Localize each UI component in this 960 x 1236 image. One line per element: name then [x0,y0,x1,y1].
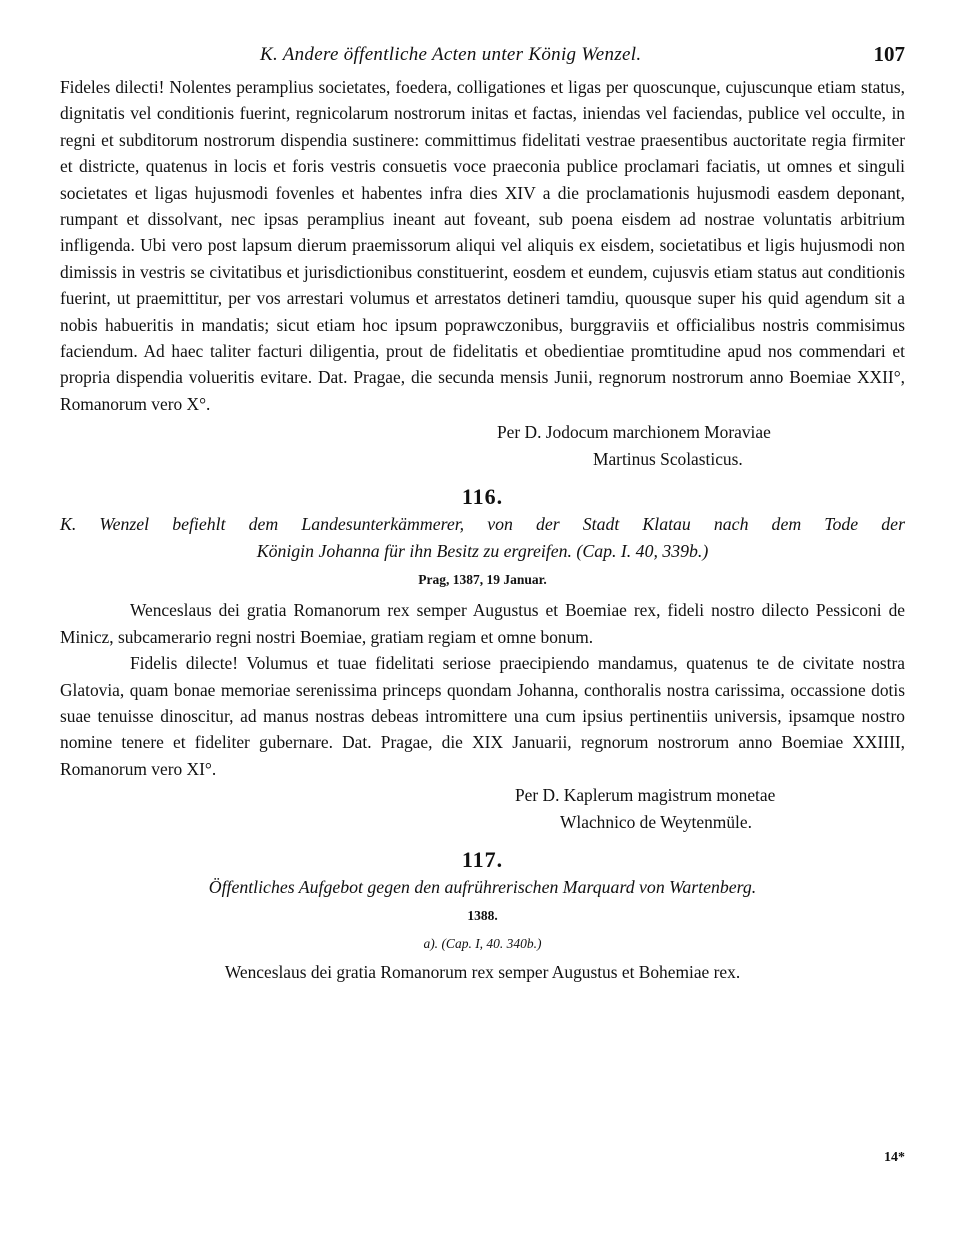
document-117-regest: Öffentliches Aufgebot gegen den aufrührerischen Marquard von Wartenberg. [208,877,757,898]
document-117-opening: Wenceslaus dei gratia Romanorum rex semper Augustus et Bohemiae rex. [224,962,741,983]
document-115-body: Fideles dilecti! Nolentes peramplius societates, foedera, colligationes et ligas per quoscunque, cujuscunque etiam status, dignitatis vel conditionis fuerint, regnicolarum nostrorum initas et factas, iniendas vel faciendas, publice vel occulte, in regni et subditorum nostrorum dispendia sustinere: committimus fidelitati vestrae praesentibus auctoritate regia firmiter et districte, quatenus in locis et foris vestris consuetis voce praeconia publice proclamari faciatis, ut omnes et singuli societates et ligas hujusmodi fovenles et habentes infra dies XIV a die proclamationis hujusmodi easdem deponant, rumpant et dissolvant, nec ipsas peramplius ineant aut foveant, sub poena eisdem ad nostrae voluntatis arbitrium infligenda. Ubi vero post lapsum dierum praemissorum aliqui vel aliquis ex eisdem, societatibus et ligis hujusmodi non dimissis in vestris se civitatibus et jurisdictionibus constituerint, eosdem et eundem, cujusvis etiam status aut conditionis fuerint, ut praemittitur, per vos arrestari volumus et arrestatos detineri tamdiu, quousque super his quid agendum sit a nobis habueritis in mandatis; sicut etiam hoc ipsum poprawczonibus, burggraviis et officialibus nostris commisimus faciendum. Ad haec taliter facturi diligentia, prout de fidelitatis et obedientiae promtitudine apud nos commendari et propria dispendia volueritis evitare. Dat. Pragae, die secunda mensis Junii, regnorum nostrorum anno Boemiae XXII°, Romanorum vero X°. [60,77,905,414]
document-116-salutation: Wenceslaus dei gratia Romanorum rex semper Augustus et Boemiae rex, fideli nostro dilecto Pessiconi de Minicz, subcamerario regni nostri Boemiae, gratiam regiam et omne bonum. [60,600,905,647]
document-117-number: 117. [461,847,504,873]
document-116-signature-line1: Per D. Kaplerum magistrum monetae [515,785,776,806]
document-116-regest-line2: Königin Johanna für ihn Besitz zu ergreifen. (Cap. I. 40, 339b.) [256,541,709,562]
document-115-signature-line1: Per D. Jodocum marchionem Moraviae [497,422,771,443]
document-116-signature-line2: Wlachnico de Weytenmüle. [560,812,752,833]
signature-mark: 14* [884,1150,905,1165]
document-116-number: 116. [461,484,504,510]
document-117-source [60,933,905,955]
document-115-signature-line2: Martinus Scolasticus. [593,449,743,470]
document-117-year: 1388. [467,908,498,924]
document-116-regest-line1: K. Wenzel befiehlt dem Landesunterkämmerer, von der Stadt Klatau nach dem Tode der [60,514,905,535]
source-reference: (Cap. I, 40. 340b.) [441,936,542,952]
document-page [60,38,905,985]
document-116-body: Fidelis dilecte! Volumus et tuae fidelitati seriose praecipiendo mandamus, quatenus te de civitate nostra Glatovia, quam bonae memoriae serenissima princeps quondam Johanna, conthoralis nostra carissima, occassione dotis suae tenuisse dinoscitur, ad manus nostras debeas intromittere una cum ipsius pertinentiis universis, ipsamque nostro nomine tenere et fideliter gubernare. Dat. Pragae, die XIX Januarii, regnorum nostrorum anno Boemiae XXIIII, Romanorum vero XI°. [60,653,905,779]
document-116-date: Prag, 1387, 19 Januar. [418,572,547,588]
page-number: 107 [873,42,905,66]
source-prefix: a). [423,936,439,952]
running-head [60,38,905,74]
running-title: K. Andere öffentliche Acten unter König Wenzel. [260,44,642,65]
